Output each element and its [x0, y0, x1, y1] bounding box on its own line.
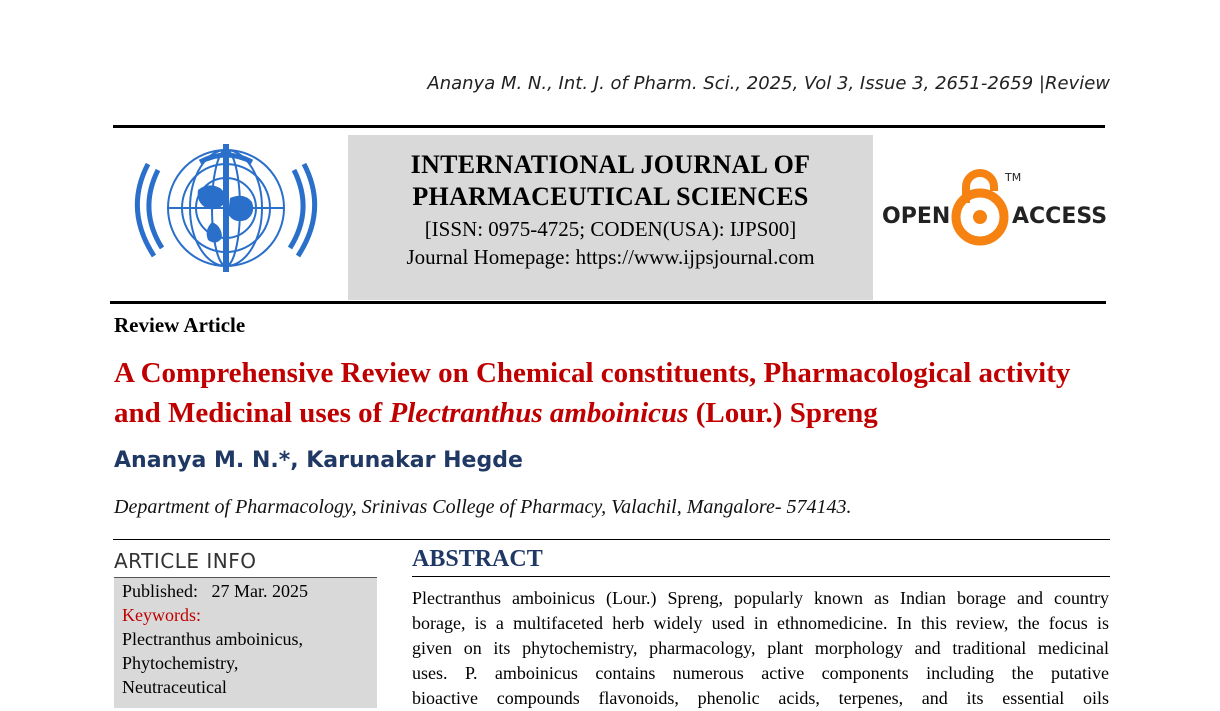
published-date: 27 Mar. 2025: [211, 581, 309, 601]
open-access-access-text: ACCESS: [1012, 204, 1108, 229]
published-label: Published:: [122, 581, 199, 601]
article-info-heading: ARTICLE INFO: [114, 549, 257, 573]
abstract-line: uses. P. amboinicus contains numerous active components including the putative: [412, 663, 1109, 683]
keyword-item: Phytochemistry,: [122, 653, 239, 673]
running-head: Ananya M. N., Int. J. of Pharm. Sci., 2025, Vol 3, Issue 3, 2651-2659 |Review: [427, 73, 1110, 94]
journal-homepage: Journal Homepage: https://www.ijpsjournal.com: [406, 245, 815, 269]
title-part2: (Lour.) Spreng: [688, 397, 878, 429]
affiliation-rule: [113, 539, 1110, 540]
keyword-item: Plectranthus amboinicus,: [122, 629, 303, 649]
open-access-open-text: OPEN: [882, 204, 951, 229]
trademark-mark: TM: [1005, 171, 1022, 184]
abstract-line: Plectranthus amboinicus (Lour.) Spreng, popularly known as Indian borage and country: [412, 588, 1109, 608]
abstract-line: given on its phytochemistry, pharmacology, plant morphology and traditional medicinal: [412, 638, 1109, 658]
abstract-heading: ABSTRACT: [412, 546, 543, 572]
title-part1: A Comprehensive Review on Chemical constituents, Pharmacological activity and Medicinal uses of: [114, 357, 1071, 429]
journal-logo-emblem: [128, 140, 324, 282]
article-type: Review Article: [114, 313, 246, 337]
abstract-line: bioactive compounds flavonoids, phenolic acids, terpenes, and its essential oils: [412, 688, 1109, 708]
open-lock-icon: [956, 173, 1004, 241]
keyword-item: Neutraceutical: [122, 677, 227, 697]
keywords-label: Keywords:: [122, 605, 201, 625]
published-row: [114, 579, 377, 603]
journal-banner: [348, 135, 873, 300]
banner-bottom-rule: [110, 301, 1106, 304]
journal-name-line1: INTERNATIONAL JOURNAL OF: [410, 150, 811, 179]
authors: Ananya M. N.*, Karunakar Hegde: [114, 448, 523, 473]
journal-issn: [ISSN: 0975-4725; CODEN(USA): IJPS00]: [424, 217, 797, 241]
article-info-box: [114, 577, 377, 708]
abstract-line: borage, is a multifaceted herb widely used in ethnomedicine. In this review, the focus is: [412, 613, 1109, 633]
top-rule: [113, 125, 1105, 128]
article-title: [114, 353, 1104, 433]
affiliation: Department of Pharmacology, Srinivas College of Pharmacy, Valachil, Mangalore- 574143.: [114, 496, 852, 518]
title-species: Plectranthus amboinicus: [389, 397, 689, 429]
open-access-logo: [880, 165, 1110, 255]
abstract-text: [412, 586, 1109, 711]
journal-name-line2: PHARMACEUTICAL SCIENCES: [412, 182, 809, 211]
abstract-rule: [412, 576, 1110, 577]
